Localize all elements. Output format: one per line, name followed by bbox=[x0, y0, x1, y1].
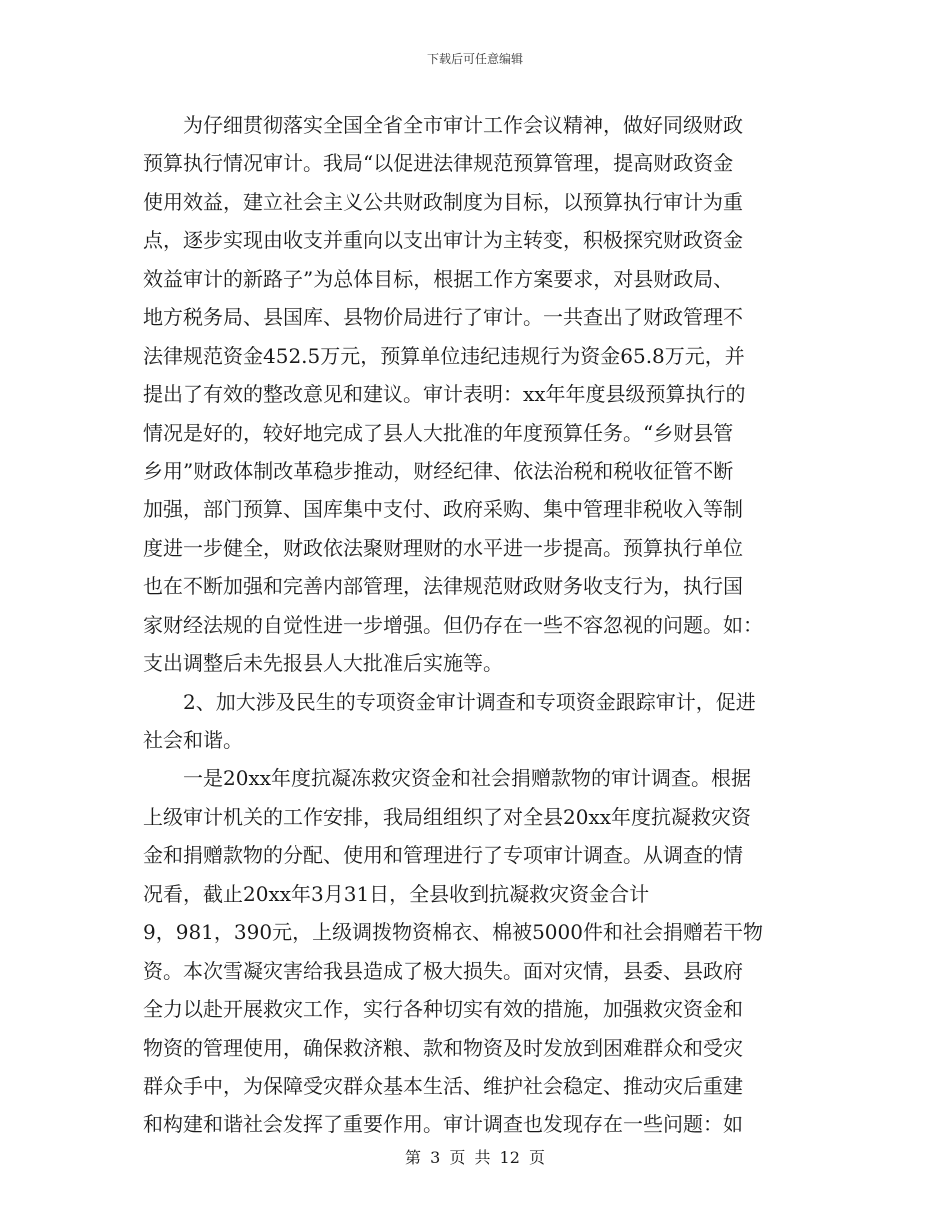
text-line: 加强，部门预算、国库集中支付、政府采购、集中管理非税收入等制 bbox=[143, 497, 743, 522]
text-line: 支出调整后未先报县人大批准后实施等。 bbox=[143, 651, 503, 676]
text-line: 点，逐步实现由收支并重向以支出审计为主转变，积极探究财政资金 bbox=[143, 228, 743, 253]
text-line: 情况是好的，较好地完成了县人大批准的年度预算任务。“乡财县管 bbox=[143, 420, 734, 445]
text-line: 社会和谐。 bbox=[143, 728, 243, 752]
text-line: 预算执行情况审计。我局“以促进法律规范预算管理，提高财政资金 bbox=[143, 151, 734, 176]
text-line: 提出了有效的整改意见和建议。审计表明：xx年年度县级预算执行的 bbox=[143, 382, 746, 407]
text-line: 资。本次雪凝灾害给我县造成了极大损失。面对灾情，县委、县政府 bbox=[143, 958, 743, 983]
text-line: 金和捐赠款物的分配、使用和管理进行了专项审计调查。从调查的情 bbox=[143, 843, 743, 868]
page-header: 下载后可任意编辑 bbox=[426, 52, 523, 66]
text-line: 9，981，390元，上级调拨物资棉衣、棉被5000件和社会捐赠若干物 bbox=[143, 920, 763, 945]
text-line: 度进一步健全，财政依法聚财理财的水平进一步提高。预算执行单位 bbox=[143, 535, 743, 560]
text-line: 使用效益，建立社会主义公共财政制度为目标，以预算执行审计为重 bbox=[143, 189, 743, 214]
document-body bbox=[143, 106, 807, 1144]
page-footer: 第 3 页 共 12 页 bbox=[405, 1148, 545, 1167]
text-line: 效益审计的新路子”为总体目标，根据工作方案要求，对县财政局、 bbox=[143, 266, 734, 291]
text-line: 家财经法规的自觉性进一步增强。但仍存在一些不容忽视的问题。如： bbox=[143, 612, 763, 637]
text-line: 群众手中，为保障受灾群众基本生活、维护社会稳定、推动灾后重建 bbox=[143, 1073, 743, 1098]
text-line: 物资的管理使用，确保救济粮、款和物资及时发放到困难群众和受灾 bbox=[143, 1035, 743, 1060]
text-line: 和构建和谐社会发挥了重要作用。审计调查也发现存在一些问题：如 bbox=[143, 1112, 743, 1137]
text-line: 一是20xx年度抗凝冻救灾资金和社会捐赠款物的审计调查。根据 bbox=[183, 766, 752, 791]
text-line: 上级审计机关的工作安排，我局组组织了对全县20xx年度抗凝救灾资 bbox=[143, 804, 752, 829]
text-line: 也在不断加强和完善内部管理，法律规范财政财务收支行为，执行国 bbox=[143, 574, 743, 599]
text-line: 况看，截止20xx年3月31日，全县收到抗凝救灾资金合计 bbox=[143, 881, 650, 906]
text-line: 地方税务局、县国库、县物价局进行了审计。一共查出了财政管理不 bbox=[143, 305, 743, 330]
text-line: 2、加大涉及民生的专项资金审计调查和专项资金跟踪审计，促进 bbox=[183, 689, 756, 714]
text-line: 乡用”财政体制改革稳步推动，财经纪律、依法治税和税收征管不断 bbox=[143, 458, 734, 483]
text-line: 为仔细贯彻落实全国全省全市审计工作会议精神，做好同级财政 bbox=[183, 113, 743, 137]
text-line: 全力以赴开展救灾工作，实行各种切实有效的措施，加强救灾资金和 bbox=[143, 997, 743, 1022]
text-line: 法律规范资金452.5万元，预算单位违纪违规行为资金65.8万元，并 bbox=[143, 343, 745, 368]
